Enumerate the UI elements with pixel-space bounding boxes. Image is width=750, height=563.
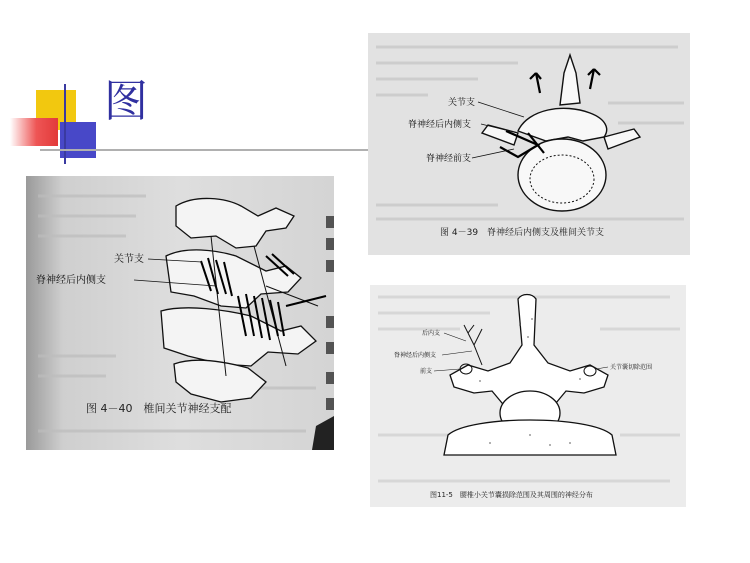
accent-square-red xyxy=(10,118,58,146)
figure-left-image xyxy=(26,176,334,450)
slide-title: 图 xyxy=(104,76,148,127)
figure-left-label-1: 关节支 xyxy=(114,254,144,265)
figure-top-right-image xyxy=(368,33,690,255)
figure-bottom-right xyxy=(370,285,686,507)
figure-left xyxy=(26,176,334,450)
figure-left-caption: 图 4－40 椎间关节神经支配 xyxy=(86,402,232,415)
figure-top-right-caption: 图 4－39 脊神经后内侧支及椎间关节支 xyxy=(440,228,605,238)
figure-top-right-label-3: 脊神经前支 xyxy=(426,154,472,164)
figure-bottom-right-label-2: 脊神经后内侧支 xyxy=(394,352,437,359)
figure-top-right-label-2: 脊神经后内侧支 xyxy=(408,120,472,130)
figure-left-label-2: 脊神经后内侧支 xyxy=(36,275,106,286)
figure-bottom-right-label-1: 后内支 xyxy=(422,330,441,337)
figure-bottom-right-image xyxy=(370,285,686,507)
figure-top-right-label-1: 关节支 xyxy=(448,98,476,108)
accent-vertical-line xyxy=(64,84,66,164)
figure-bottom-right-caption: 图11-5 腰椎小关节囊损除范围及其周围的神经分布 xyxy=(430,491,593,499)
figure-bottom-right-label-3: 前支 xyxy=(420,368,433,375)
title-underline xyxy=(40,149,370,151)
figure-bottom-right-label-4: 关节囊切除范围 xyxy=(610,364,653,371)
figure-top-right xyxy=(368,33,690,255)
